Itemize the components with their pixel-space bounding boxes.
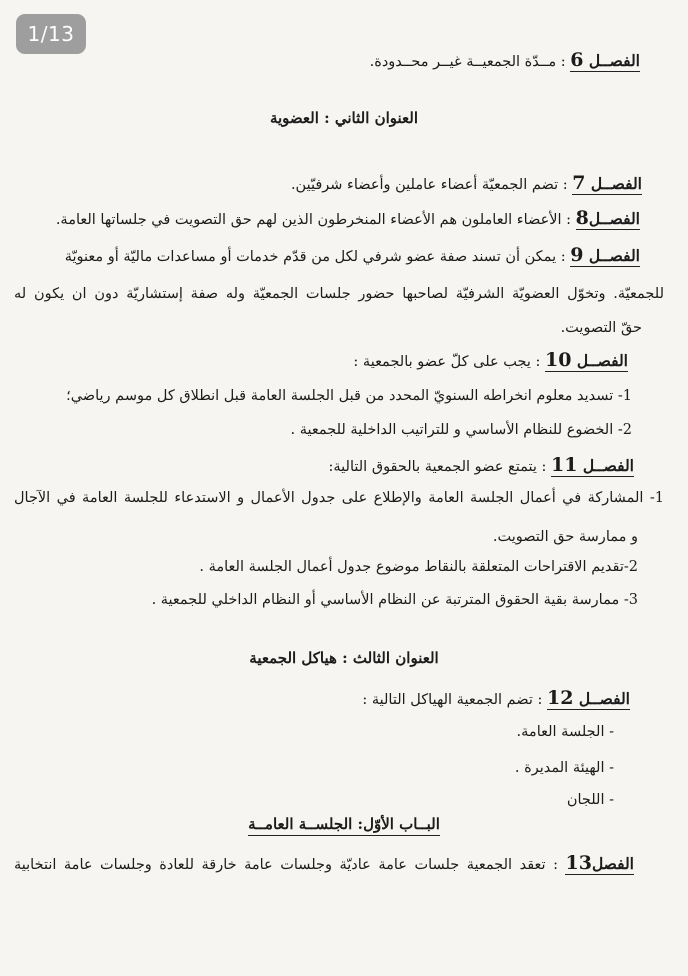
article-13-label: الفصل13 xyxy=(565,852,634,874)
article-12-item-1: - الجلسة العامة. xyxy=(516,724,614,740)
article-9-label: الفصــل 9 xyxy=(570,244,640,266)
article-12 xyxy=(362,688,630,710)
article-12-item-3: - اللجان xyxy=(566,792,614,808)
article-11-text: : يتمتع عضو الجمعية بالحقوق التالية: xyxy=(328,459,547,475)
article-7-label: الفصــل 7 xyxy=(572,172,642,194)
article-10-text: : يجب على كلّ عضو بالجمعية : xyxy=(353,354,541,370)
chapter-title-general-assembly: البــاب الأوّل: الجلســة العامــة xyxy=(0,814,688,834)
article-9-text: : يمكن أن تسند صفة عضو شرفي لكل من قدّم خدمات أو مساعدات ماليّة أو معنويّة xyxy=(64,249,566,265)
article-6 xyxy=(370,50,640,72)
article-9-line-2: للجمعيّة. وتخوّل العضويّة الشرفيّة لصاحبها حضور جلسات الجمعيّة وله صفة إستشاريّة دون ان يكون له xyxy=(14,286,664,302)
article-12-label: الفصــل 12 xyxy=(547,687,630,709)
article-11-item-1-cont: و ممارسة حق التصويت. xyxy=(492,529,638,545)
article-12-item-2: - الهيئة المديرة . xyxy=(514,760,614,776)
article-12-text: : تضم الجمعية الهياكل التالية : xyxy=(362,692,543,708)
section-title-membership: العنوان الثاني : العضوية xyxy=(269,109,419,127)
article-11-item-3: 3- ممارسة بقية الحقوق المترتبة عن النظام الأساسي أو النظام الداخلي للجمعية . xyxy=(151,592,638,608)
article-8-text: : الأعضاء العاملون هم الأعضاء المنخرطون الذين لهم حق التصويت في جلساتها العامة. xyxy=(55,212,572,228)
article-11-label: الفصــل 11 xyxy=(551,454,634,476)
article-9 xyxy=(65,245,640,267)
section-title-structures: العنوان الثالث : هياكل الجمعية xyxy=(249,649,439,667)
article-10-label: الفصــل 10 xyxy=(545,349,628,371)
article-11-item-2: 2-تقديم الاقتراحات المتعلقة بالنقاط موضوع جدول أعمال الجلسة العامة . xyxy=(199,559,638,575)
article-7-text: : تضم الجمعيّة أعضاء عاملين وأعضاء شرفيّين. xyxy=(290,177,568,193)
article-6-label: الفصــل 6 xyxy=(570,49,640,71)
article-10-item-1: 1- تسديد معلوم انخراطه السنويّ المحدد من قبل الجلسة العامة قبل انطلاق كل موسم رياضي؛ xyxy=(66,388,632,404)
article-8 xyxy=(56,208,640,230)
article-11-item-1: 1- المشاركة في أعمال الجلسة العامة والإطلاع على جدول الأعمال و الاستدعاء للجلسة العامة في الآجال xyxy=(14,490,664,506)
article-9-line-3: حقّ التصويت. xyxy=(560,320,642,336)
article-13 xyxy=(14,853,634,875)
article-10-item-2: 2- الخضوع للنظام الأساسي و للتراتيب الداخلية للجمعية . xyxy=(290,422,632,438)
article-7 xyxy=(291,173,642,195)
article-11 xyxy=(329,455,634,477)
article-13-text: : تعقد الجمعية جلسات عامة عاديّة وجلسات عامة خارقة للعادة وجلسات عامة انتخابية xyxy=(14,857,558,873)
article-8-label: الفصــل8 xyxy=(575,207,640,229)
page-indicator: 1/13 xyxy=(16,14,86,54)
article-6-text: : مــدّة الجمعيــة غيــر محــدودة. xyxy=(369,54,566,70)
article-10 xyxy=(353,350,628,372)
